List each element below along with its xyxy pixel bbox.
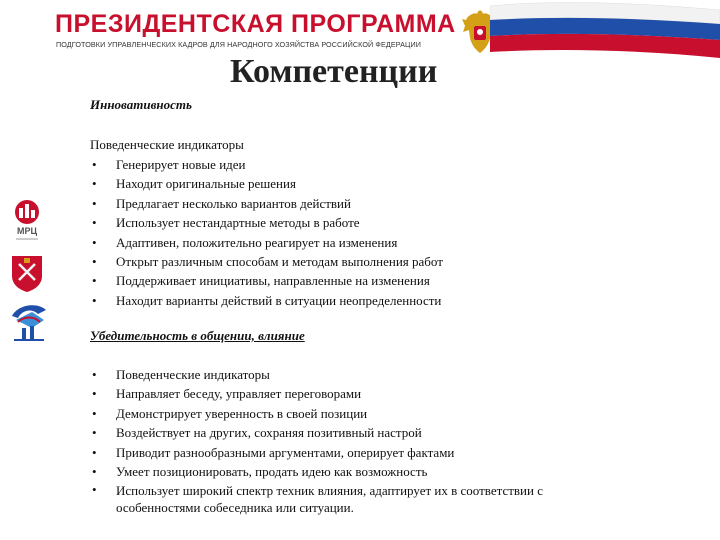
list-item: • Приводит разнообразными аргументами, оперирует фактами <box>90 443 576 462</box>
education-logo-icon <box>8 300 50 344</box>
mrc-logo-icon <box>8 198 46 244</box>
list-item: • Поведенческие индикаторы <box>90 365 576 384</box>
innovativeness-list <box>90 155 443 310</box>
indicators-heading: Поведенческие индикаторы <box>90 137 244 152</box>
section-title-persuasiveness: Убедительность в общении, влияние <box>90 328 305 343</box>
list-item: • Воздействует на других, сохраняя позитивный настрой <box>90 423 576 442</box>
section-title-innovativeness: Инновативность <box>90 97 192 112</box>
svg-text:МРЦ: МРЦ <box>16 226 38 236</box>
russian-flag-swoosh-icon <box>490 0 720 62</box>
page-title: Компетенции <box>230 53 438 90</box>
list-item: • Направляет беседу, управляет переговорами <box>90 384 576 403</box>
spb-emblem-icon <box>8 252 46 294</box>
list-item: • Предлагает несколько вариантов действий <box>90 194 443 213</box>
program-title: ПРЕЗИДЕНТСКАЯ ПРОГРАММА <box>55 10 456 38</box>
list-item: • Использует нестандартные методы в работе <box>90 213 443 232</box>
list-item: • Использует широкий спектр техник влияния, адаптирует их в соответствии с особенностями собеседника или ситуации. <box>90 481 576 516</box>
persuasiveness-list <box>90 365 576 516</box>
list-item: • Находит варианты действий в ситуации неопределенности <box>90 291 443 310</box>
list-item: • Демонстрирует уверенность в своей позиции <box>90 404 576 423</box>
list-item: • Адаптивен, положительно реагирует на изменения <box>90 233 443 252</box>
list-item: • Открыт различным способам и методам выполнения работ <box>90 252 443 271</box>
list-item: • Умеет позиционировать, продать идею как возможность <box>90 462 576 481</box>
list-item: • Генерирует новые идеи <box>90 155 443 174</box>
program-subtitle: ПОДГОТОВКИ УПРАВЛЕНЧЕСКИХ КАДРОВ ДЛЯ НАРОДНОГО ХОЗЯЙСТВА РОССИЙСКОЙ ФЕДЕРАЦИИ <box>56 40 421 49</box>
list-item: • Находит оригинальные решения <box>90 174 443 193</box>
list-item: • Поддерживает инициативы, направленные на изменения <box>90 271 443 290</box>
